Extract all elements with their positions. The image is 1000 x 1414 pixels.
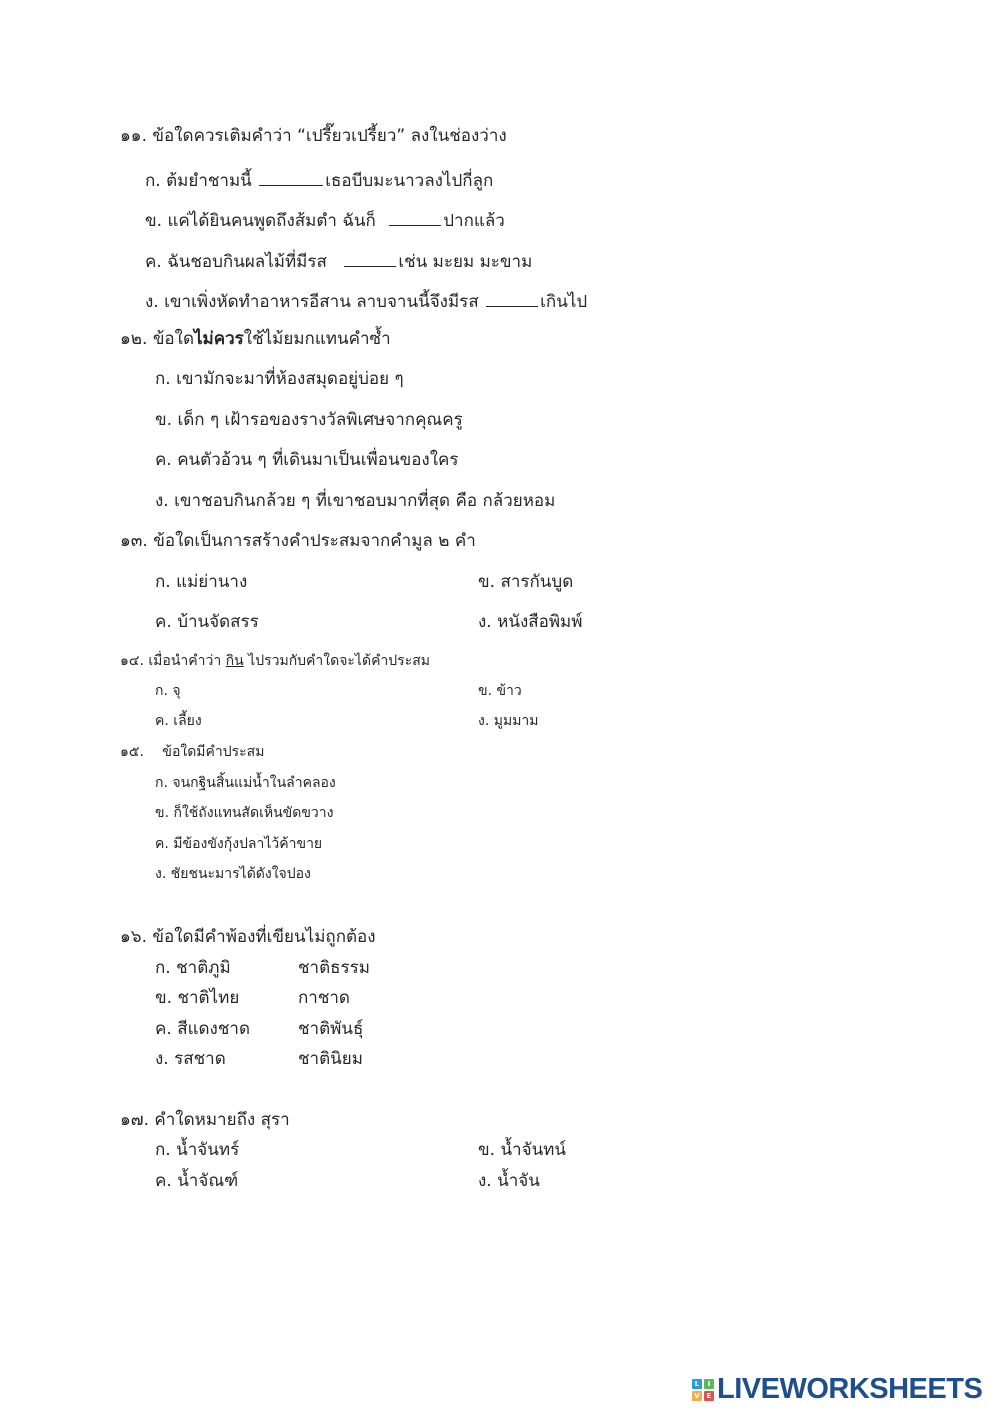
choice-label: ค. xyxy=(155,713,169,729)
choice-label: ก. xyxy=(155,775,168,791)
choice-label: ค. xyxy=(155,612,172,632)
choice-text: หนังสือพิมพ์ xyxy=(497,612,583,632)
choice-text: เด็ก ๆ เฝ้ารอของรางวัลพิเศษจากคุณครู xyxy=(177,410,463,430)
choice-15-b xyxy=(155,806,333,820)
choice-13-c xyxy=(155,614,259,631)
question-prompt-keyword: กิน xyxy=(225,653,244,669)
choice-text: เขาเพิ่งหัดทำอาหารอีสาน ลาบจานนี้จึงมีรส xyxy=(164,292,479,312)
question-prompt: ข้อใด xyxy=(152,329,194,349)
logo-wordmark: LIVEWORKSHEETS xyxy=(717,1373,983,1405)
choice-17-b xyxy=(478,1142,566,1159)
choice-label: ข. xyxy=(478,572,496,592)
question-14 xyxy=(120,654,430,668)
choice-text: น้ำจัณฑ์ xyxy=(177,1171,239,1191)
choice-14-d xyxy=(478,714,539,728)
choice-text: น้ำจันทร์ xyxy=(176,1140,240,1160)
choice-label: ข. xyxy=(145,211,163,231)
question-number: ๑๒. xyxy=(120,329,148,349)
choice-14-c xyxy=(155,714,202,728)
choice-label: ก. xyxy=(155,369,171,389)
choice-16-a-word2: ชาติธรรม xyxy=(298,958,370,978)
question-prompt: ข้อใดเป็นการสร้างคำประสมจากคำมูล ๒ คำ xyxy=(153,531,476,551)
choice-label: ค. xyxy=(145,252,162,272)
choice-text: รสชาด xyxy=(174,1049,226,1069)
choice-13-d xyxy=(478,614,582,631)
question-prompt: ไปรวมกับคำใดจะได้คำประสม xyxy=(248,653,430,669)
choice-15-c xyxy=(155,837,322,851)
logo-tile: V xyxy=(692,1391,702,1401)
choice-label: ข. xyxy=(478,1140,496,1160)
choice-label: ง. xyxy=(478,1171,492,1191)
choice-text: คนตัวอ้วน ๆ ที่เดินมาเป็นเพื่อนของใคร xyxy=(177,450,459,470)
choice-label: ก. xyxy=(155,1140,171,1160)
choice-text: มูมมาม xyxy=(493,713,539,729)
choice-11-c xyxy=(145,250,532,271)
question-number: ๑๗. xyxy=(120,1110,149,1130)
choice-text: ชาติภูมิ xyxy=(176,958,231,978)
choice-13-b xyxy=(478,574,573,591)
question-prompt: ข้อใดมีคำพ้องที่เขียนไม่ถูกต้อง xyxy=(152,927,376,947)
answer-blank[interactable] xyxy=(486,290,538,307)
question-number: ๑๑. xyxy=(120,126,147,146)
question-number: ๑๖. xyxy=(120,927,147,947)
choice-text: น้ำจันทน์ xyxy=(500,1140,567,1160)
choice-label: ง. xyxy=(478,612,492,632)
choice-label: ง. xyxy=(478,713,490,729)
choice-label: ก. xyxy=(155,958,171,978)
choice-13-a xyxy=(155,574,247,591)
choice-text: ฉันชอบกินผลไม้ที่มีรส xyxy=(167,252,327,272)
choice-label: ก. xyxy=(145,171,161,191)
question-12 xyxy=(120,331,391,348)
choice-text: จนกฐินสิ้นแม่น้ำในลำคลอง xyxy=(172,775,336,791)
choice-16-a xyxy=(155,960,231,977)
choice-text: ชาติไทย xyxy=(177,988,240,1008)
question-prompt: ข้อใดมีคำประสม xyxy=(162,744,265,760)
choice-label: ข. xyxy=(155,988,173,1008)
choice-14-b xyxy=(478,684,522,698)
choice-16-c-word2: ชาติพันธุ์ xyxy=(298,1019,364,1039)
choice-16-d-word2: ชาตินิยม xyxy=(298,1049,363,1069)
choice-14-a xyxy=(155,684,181,698)
choice-text: เขามักจะมาที่ห้องสมุดอยู่บ่อย ๆ xyxy=(176,369,404,389)
question-prompt: คำใดหมายถึง สุรา xyxy=(154,1110,290,1130)
liveworksheets-logo xyxy=(692,1375,982,1404)
question-16 xyxy=(120,929,376,946)
question-number: ๑๓. xyxy=(120,531,148,551)
logo-tile: L xyxy=(692,1379,702,1389)
logo-tile: I xyxy=(704,1379,714,1389)
question-13 xyxy=(120,533,476,550)
choice-text: ก็ใช้ถังแทนสัดเห็นขัดขวาง xyxy=(173,805,334,821)
question-prompt: เมื่อนำคำว่า xyxy=(148,653,222,669)
choice-label: ก. xyxy=(155,572,171,592)
choice-12-b xyxy=(155,412,463,429)
choice-text: เธอบีบมะนาวลงไปกี่ลูก xyxy=(325,171,494,191)
choice-text: ปากแล้ว xyxy=(443,211,505,231)
logo-mark-icon xyxy=(692,1379,714,1401)
choice-label: ก. xyxy=(155,683,168,699)
choice-15-a xyxy=(155,776,336,790)
question-prompt-emphasis: ไม่ควร xyxy=(193,329,244,349)
question-number: ๑๔. xyxy=(120,653,144,669)
choice-label: ค. xyxy=(155,836,169,852)
choice-text: เลี้ยง xyxy=(173,713,202,729)
choice-11-d xyxy=(145,290,587,311)
choice-12-a xyxy=(155,371,404,388)
choice-text: เขาชอบกินกล้วย ๆ ที่เขาชอบมากที่สุด คือ กล้วยหอม xyxy=(174,491,556,511)
choice-text: เกินไป xyxy=(540,292,588,312)
choice-15-d xyxy=(155,867,311,881)
choice-label: ง. xyxy=(145,292,159,312)
choice-16-d xyxy=(155,1051,226,1068)
choice-text: สารกันบูด xyxy=(500,572,574,592)
answer-blank[interactable] xyxy=(389,209,441,226)
question-prompt: ใช้ไม้ยมกแทนคำซ้ำ xyxy=(243,329,391,349)
choice-text: ต้มยำชามนี้ xyxy=(166,171,252,191)
logo-tile: E xyxy=(704,1391,714,1401)
choice-label: ข. xyxy=(155,805,170,821)
question-number: ๑๕. xyxy=(120,744,144,760)
choice-text: เช่น มะยม มะขาม xyxy=(398,252,533,272)
choice-16-b-word2: กาชาด xyxy=(298,988,350,1008)
choice-text: สีแดงชาด xyxy=(177,1019,250,1039)
choice-label: ข. xyxy=(478,683,493,699)
choice-text: แม่ย่านาง xyxy=(176,572,248,592)
question-11 xyxy=(120,128,507,145)
choice-text: น้ำจัน xyxy=(497,1171,540,1191)
choice-text: ข้าว xyxy=(496,683,522,699)
choice-17-d xyxy=(478,1173,540,1190)
choice-label: ง. xyxy=(155,491,169,511)
question-17 xyxy=(120,1112,290,1129)
choice-16-b xyxy=(155,990,239,1007)
choice-11-b xyxy=(145,209,505,230)
choice-12-d xyxy=(155,493,555,510)
answer-blank[interactable] xyxy=(344,250,396,267)
choice-label: ง. xyxy=(155,1049,169,1069)
question-prompt: ข้อใดควรเติมคำว่า “เปรี๊ยวเปรี้ยว” ลงในช่องว่าง xyxy=(152,126,507,146)
choice-text: ชัยชนะมารได้ดังใจปอง xyxy=(170,866,311,882)
choice-12-c xyxy=(155,452,459,469)
choice-text: มีข้องขังกุ้งปลาไว้ค้าขาย xyxy=(173,836,323,852)
choice-text: จุ xyxy=(172,683,181,699)
choice-17-a xyxy=(155,1142,239,1159)
answer-blank[interactable] xyxy=(259,169,323,186)
choice-17-c xyxy=(155,1173,238,1190)
choice-label: ค. xyxy=(155,1171,172,1191)
choice-label: ข. xyxy=(155,410,173,430)
choice-label: ค. xyxy=(155,450,172,470)
question-15 xyxy=(120,745,264,759)
choice-text: แค่ได้ยินคนพูดถึงส้มตำ ฉันก็ xyxy=(167,211,376,231)
choice-text: บ้านจัดสรร xyxy=(177,612,259,632)
choice-16-c xyxy=(155,1021,250,1038)
choice-label: ง. xyxy=(155,866,167,882)
choice-label: ค. xyxy=(155,1019,172,1039)
choice-11-a xyxy=(145,169,493,190)
